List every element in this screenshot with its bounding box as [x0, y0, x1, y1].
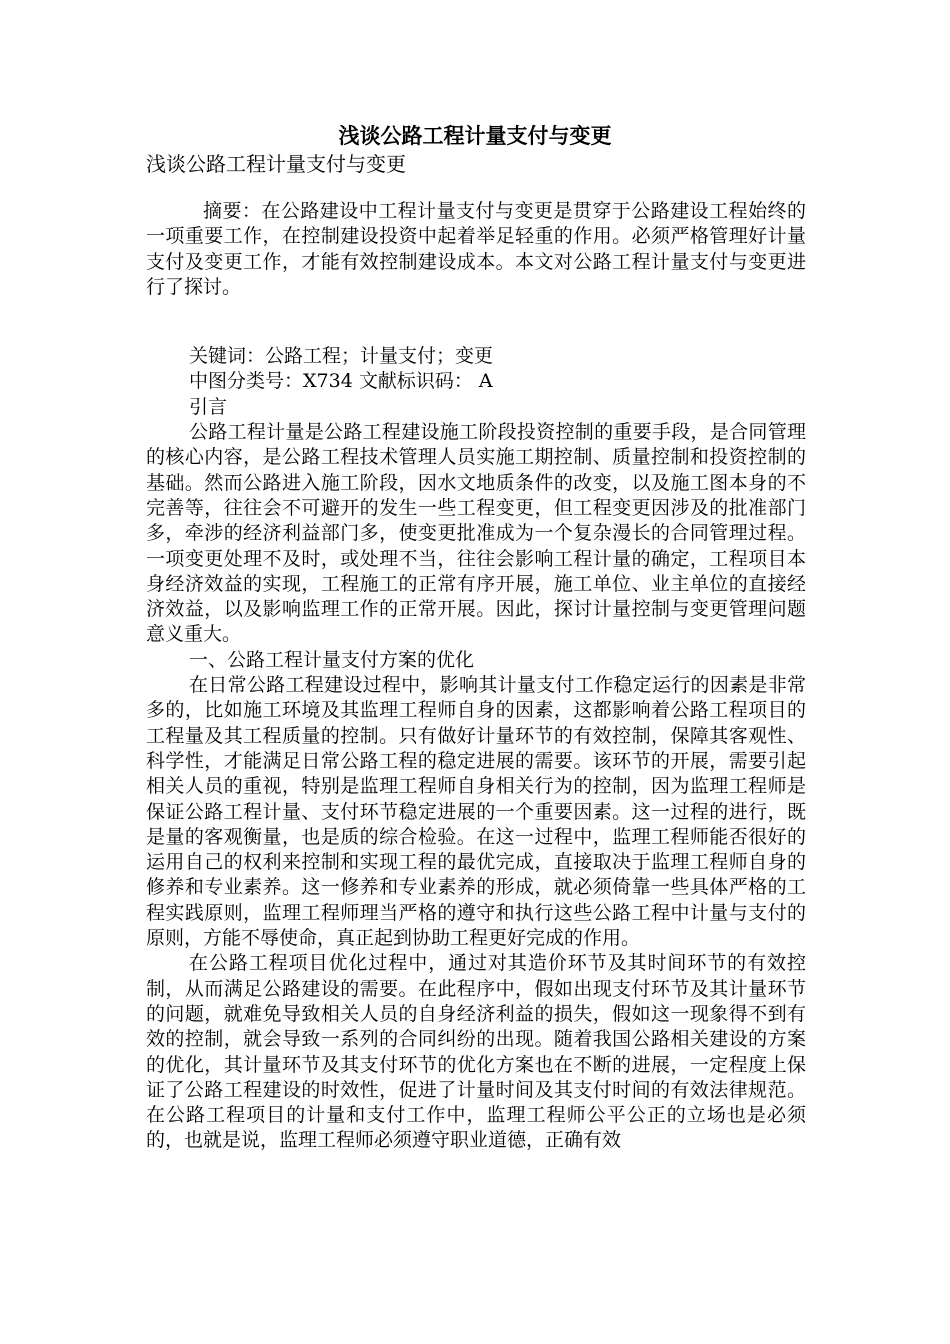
classification-line: 中图分类号：X734 文献标识码： A — [189, 370, 493, 393]
section-1-paragraph-1: 在日常公路工程建设过程中，影响其计量支付工作稳定运行的因素是非常多的，比如施工环境及其监理工程师自身的因素，这都影响着公路工程项目的工程量及其工程质量的控制。只有做好计量环节的有效控制，保障其客观性、科学性，才能满足日常公路工程的稳定进展的需要。该环节的开展，需要引起相关人员的重视，特别是监理工程师自身相关行为的控制，因为监理工程师是保证公路工程计量、支付环节稳定进展的一个重要因素。这一过程的进行，既是量的客观衡量，也是质的综合检验。在这一过程中，监理工程师能否很好的运用自己的权利来控制和实现工程的最优完成，直接取决于监理工程师自身的修养和专业素养。这一修养和专业素养的形成，就必须倚靠一些具体严格的工程实践原则，监理工程师理当严格的遵守和执行这些公路工程中计量与支付的原则，方能不辱使命，真正起到协助工程更好完成的作用。 — [146, 674, 806, 950]
document-body — [146, 199, 806, 1154]
keywords-line: 关键词：公路工程；计量支付；变更 — [189, 345, 494, 368]
abstract-paragraph: 摘要：在公路建设中工程计量支付与变更是贯穿于公路建设工程始终的一项重要工作，在控制建设投资中起着举足轻重的作用。必须严格管理好计量支付及变更工作，才能有效控制建设成本。本文对公路工程计量支付与变更进行了探讨。 — [146, 200, 806, 298]
paragraph-spacer — [146, 300, 806, 344]
document-subtitle: 浅谈公路工程计量支付与变更 — [146, 152, 406, 176]
intro-heading: 引言 — [189, 395, 228, 418]
document-title: 浅谈公路工程计量支付与变更 — [338, 124, 612, 148]
section-1-heading: 一、公路工程计量支付方案的优化 — [189, 648, 475, 671]
section-1-paragraph-2: 在公路工程项目优化过程中，通过对其造价环节及其时间环节的有效控制，从而满足公路建设的需要。在此程序中，假如出现支付环节及其计量环节的问题，就难免导致相关人员的自身经济利益的损失，假如这一现象得不到有效的控制，就会导致一系列的合同纠纷的出现。随着我国公路相关建设的方案的优化，其计量环节及其支付环节的优化方案也在不断的进展，一定程度上保证了公路工程建设的时效性，促进了计量时间及其支付时间的有效法律规范。在公路工程项目的计量和支付工作中，监理工程师公平公正的立场也是必须的，也就是说，监理工程师必须遵守职业道德，正确有效 — [146, 952, 806, 1152]
intro-paragraph: 公路工程计量是公路工程建设施工阶段投资控制的重要手段，是合同管理的核心内容，是公路工程技术管理人员实施工期控制、质量控制和投资控制的基础。然而公路进入施工阶段，因水文地质条件的改变，以及施工图本身的不完善等，往往会不可避开的发生一些工程变更，但工程变更因涉及的批准部门多，牵涉的经济利益部门多，使变更批准成为一个复杂漫长的合同管理过程。一项变更处理不及时，或处理不当，往往会影响工程计量的确定，工程项目本身经济效益的实现，工程施工的正常有序开展，施工单位、业主单位的直接经济效益，以及影响监理工作的正常开展。因此，探讨计量控制与变更管理问题意义重大。 — [146, 421, 806, 646]
